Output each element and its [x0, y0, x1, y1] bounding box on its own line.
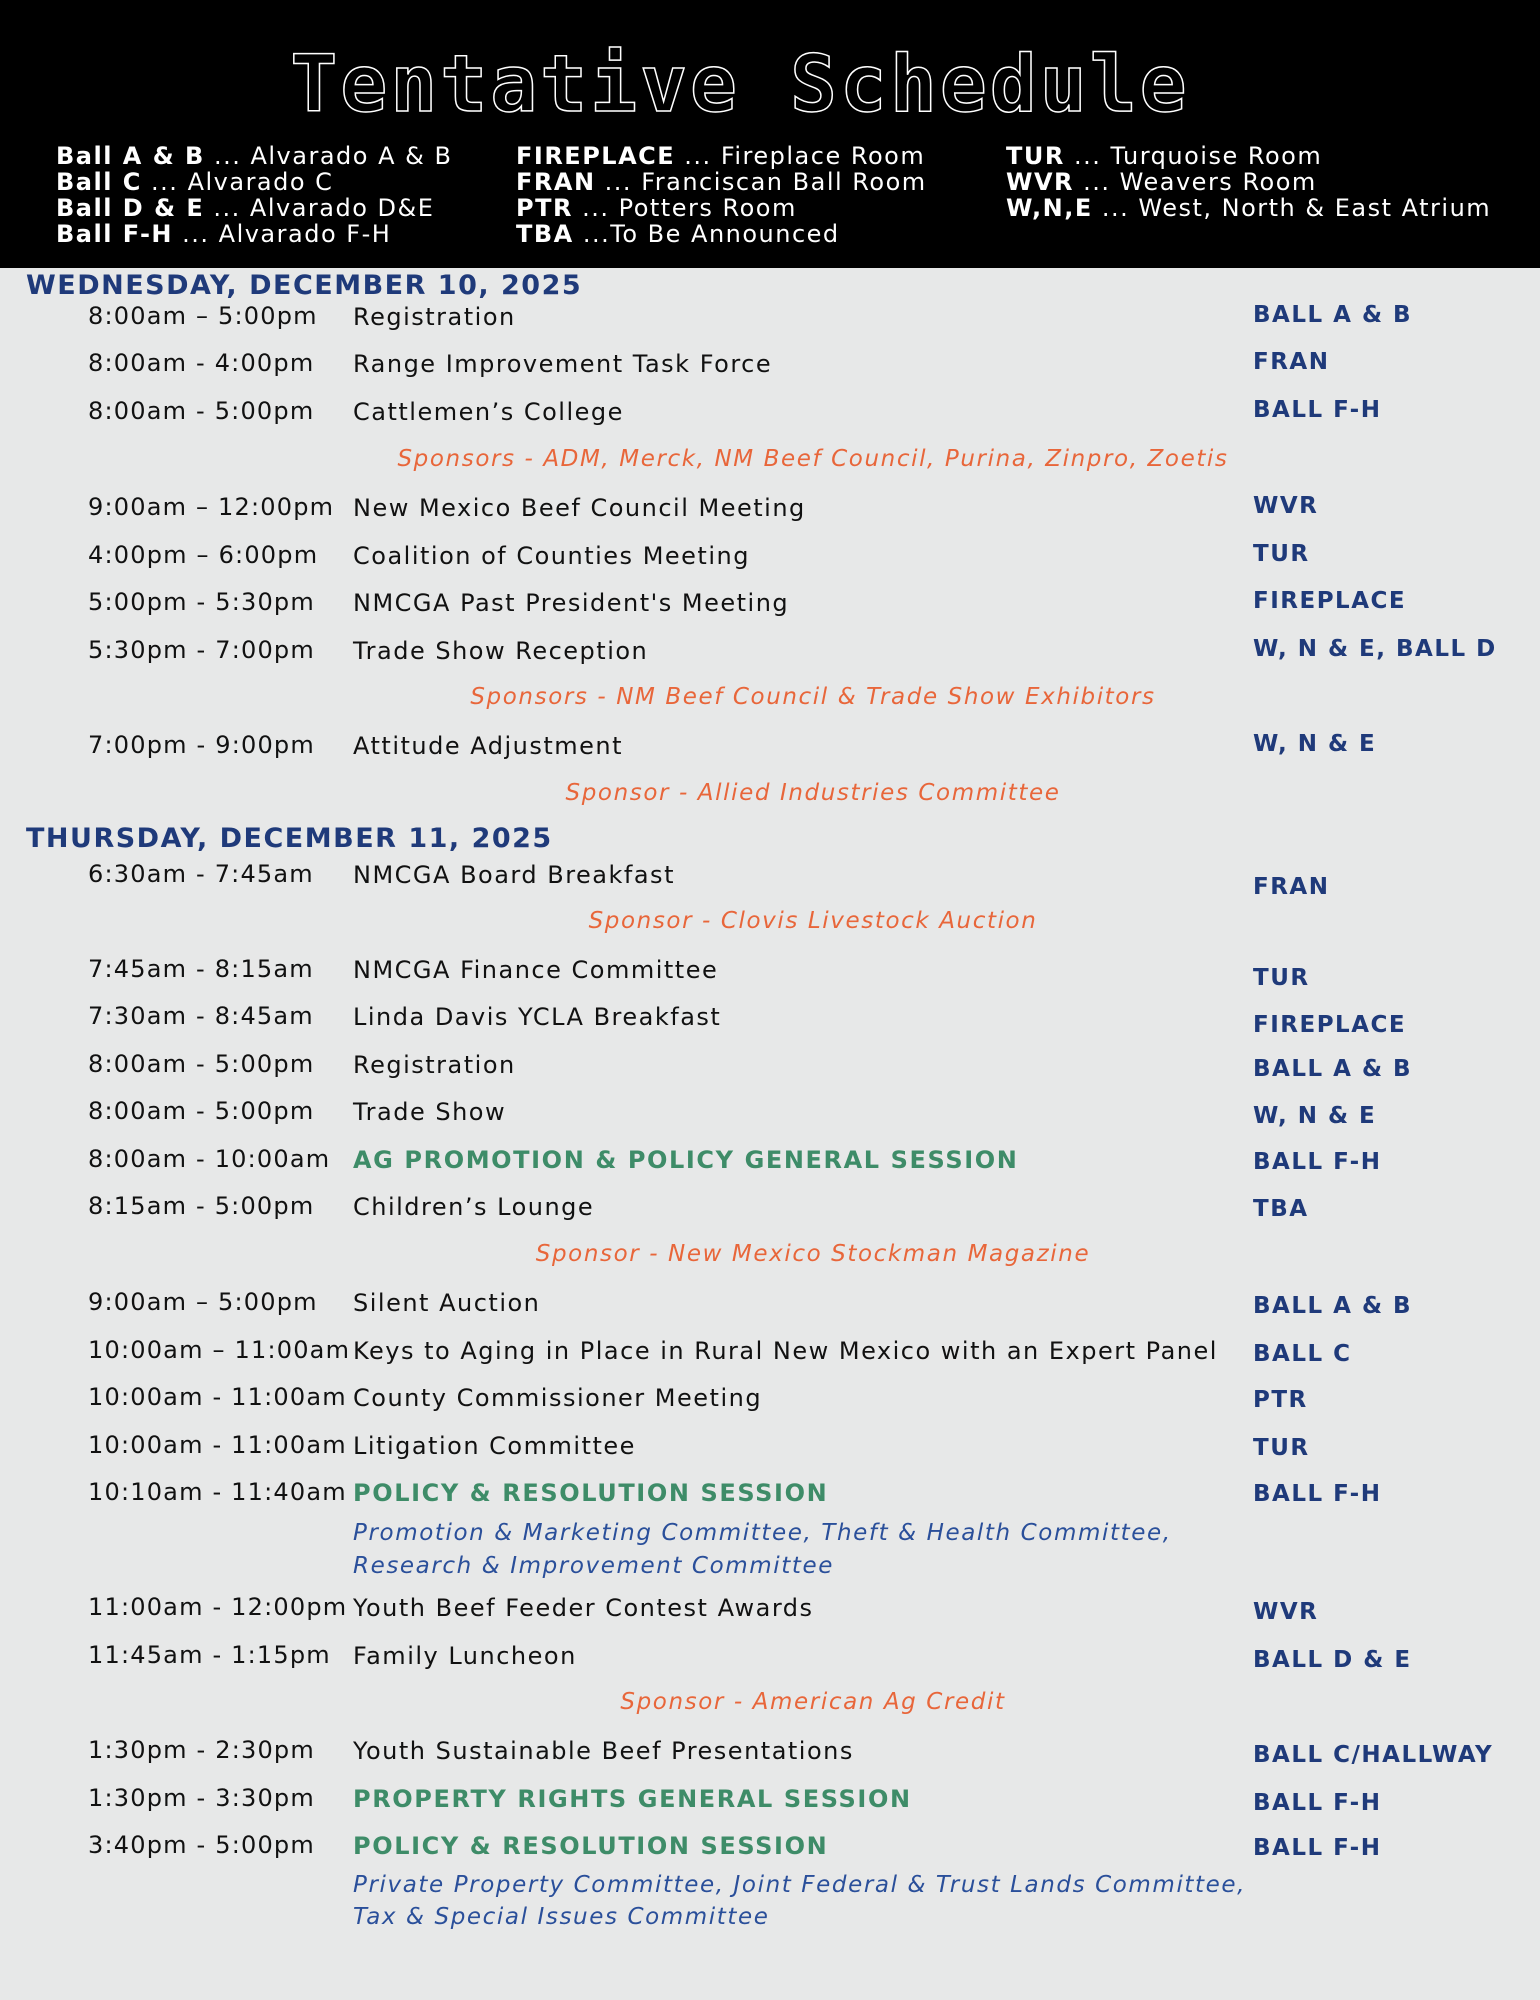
event-time: 1:30pm - 2:30pm — [88, 1736, 315, 1764]
event-room: W, N & E, BALL D — [1253, 636, 1497, 662]
event-time: 8:00am - 5:00pm — [88, 1050, 315, 1078]
legend-code: FIREPLACE — [516, 142, 676, 170]
event-time: 9:00am – 12:00pm — [88, 493, 335, 521]
event-name: Silent Auction — [353, 1289, 541, 1317]
legend-code: Ball C — [56, 168, 142, 196]
session-title: POLICY & RESOLUTION SESSION — [353, 1832, 829, 1860]
event-room: W, N & E — [1253, 731, 1377, 757]
event-name: Children’s Lounge — [353, 1193, 595, 1221]
event-room: W, N & E — [1253, 1103, 1377, 1129]
legend-desc: ... Alvarado C — [141, 168, 334, 196]
legend-code: TBA — [516, 220, 574, 248]
event-name: Keys to Aging in Place in Rural New Mexico with an Expert Panel — [353, 1337, 1218, 1365]
legend-item — [1006, 169, 1317, 195]
event-room: BALL A & B — [1253, 302, 1413, 328]
event-time: 7:00pm - 9:00pm — [88, 731, 315, 759]
event-room: BALL F-H — [1253, 1835, 1382, 1861]
event-room: WVR — [1253, 1599, 1319, 1625]
event-time: 10:00am - 11:00am — [88, 1431, 347, 1459]
day-heading: THURSDAY, DECEMBER 11, 2025 — [26, 823, 553, 854]
session-title: AG PROMOTION & POLICY GENERAL SESSION — [353, 1146, 1019, 1174]
event-room: BALL A & B — [1253, 1293, 1413, 1319]
event-name: Registration — [353, 1051, 516, 1079]
legend-code: W,N,E — [1006, 194, 1093, 222]
committee-list: Promotion & Marketing Committee, Theft & Health Committee, — [353, 1520, 1172, 1546]
event-room: FRAN — [1253, 349, 1330, 375]
sponsor-line: Sponsor - New Mexico Stockman Magazine — [535, 1241, 1091, 1267]
event-name: Range Improvement Task Force — [353, 350, 773, 378]
event-name: Coalition of Counties Meeting — [353, 542, 750, 570]
event-time: 8:00am - 10:00am — [88, 1145, 331, 1173]
event-time: 7:45am - 8:15am — [88, 955, 314, 983]
event-name: Litigation Committee — [353, 1432, 636, 1460]
session-title: PROPERTY RIGHTS GENERAL SESSION — [353, 1785, 912, 1813]
event-name: Trade Show Reception — [353, 637, 649, 665]
legend-item — [516, 169, 927, 195]
committee-list: Private Property Committee, Joint Federal & Trust Lands Committee, — [353, 1872, 1247, 1898]
event-room: BALL D & E — [1253, 1647, 1412, 1673]
legend-code: TUR — [1006, 142, 1065, 170]
event-name: Attitude Adjustment — [353, 732, 624, 760]
legend-desc: ... Turquoise Room — [1064, 142, 1323, 170]
event-time: 3:40pm - 5:00pm — [88, 1831, 315, 1859]
legend-desc: ... Potters Room — [572, 194, 797, 222]
legend-desc: ... Fireplace Room — [675, 142, 926, 170]
legend-desc: ... Alvarado D&E — [204, 194, 435, 222]
event-time: 8:00am – 5:00pm — [88, 302, 318, 330]
event-name: New Mexico Beef Council Meeting — [353, 494, 806, 522]
event-time: 1:30pm - 3:30pm — [88, 1784, 315, 1812]
event-time: 11:00am - 12:00pm — [88, 1593, 348, 1621]
legend-code: FRAN — [516, 168, 596, 196]
event-room: WVR — [1253, 493, 1319, 519]
event-time: 10:10am - 11:40am — [88, 1478, 347, 1506]
legend-code: Ball F-H — [56, 220, 173, 248]
event-room: BALL C/HALLWAY — [1253, 1742, 1494, 1768]
event-room: TUR — [1253, 1435, 1310, 1461]
legend-desc: ... Franciscan Ball Room — [595, 168, 927, 196]
legend-desc: ... Alvarado F-H — [173, 220, 392, 248]
event-name: NMCGA Finance Committee — [353, 956, 719, 984]
event-name: Family Luncheon — [353, 1642, 577, 1670]
event-name: Cattlemen’s College — [353, 398, 624, 426]
legend-code: WVR — [1006, 168, 1075, 196]
event-time: 10:00am - 11:00am — [88, 1383, 347, 1411]
event-time: 10:00am – 11:00am — [88, 1336, 351, 1364]
event-name: NMCGA Board Breakfast — [353, 861, 675, 889]
sponsor-line: Sponsors - ADM, Merck, NM Beef Council, Purina, Zinpro, Zoetis — [397, 446, 1229, 472]
event-time: 5:00pm - 5:30pm — [88, 588, 315, 616]
event-room: BALL F-H — [1253, 1149, 1382, 1175]
legend-desc: ...To Be Announced — [573, 220, 840, 248]
legend-code: Ball D & E — [56, 194, 205, 222]
page-title: Tentative Schedule — [290, 40, 1190, 130]
legend-item — [56, 195, 434, 221]
legend-item — [56, 221, 391, 247]
day-heading: WEDNESDAY, DECEMBER 10, 2025 — [26, 270, 583, 301]
event-time: 8:00am - 4:00pm — [88, 349, 315, 377]
event-room: TUR — [1253, 541, 1310, 567]
header-banner — [0, 0, 1540, 268]
event-room: PTR — [1253, 1387, 1308, 1413]
sponsor-line: Sponsor - American Ag Credit — [620, 1689, 1006, 1715]
event-room: FRAN — [1253, 874, 1330, 900]
legend-item — [516, 143, 925, 169]
event-name: Registration — [353, 303, 516, 331]
legend-item — [1006, 143, 1322, 169]
event-name: NMCGA Past President's Meeting — [353, 589, 790, 617]
event-time: 6:30am - 7:45am — [88, 860, 314, 888]
legend-code: PTR — [516, 194, 573, 222]
event-room: TUR — [1253, 965, 1310, 991]
event-time: 11:45am - 1:15pm — [88, 1641, 331, 1669]
legend-item — [516, 221, 840, 247]
event-room: BALL F-H — [1253, 397, 1382, 423]
session-title: POLICY & RESOLUTION SESSION — [353, 1479, 829, 1507]
event-room: BALL A & B — [1253, 1056, 1413, 1082]
sponsor-line: Sponsor - Clovis Livestock Auction — [588, 908, 1038, 934]
event-name: Youth Beef Feeder Contest Awards — [353, 1594, 814, 1622]
event-name: Linda Davis YCLA Breakfast — [353, 1003, 722, 1031]
legend-desc: ... Alvarado A & B — [204, 142, 453, 170]
event-room: FIREPLACE — [1253, 1012, 1407, 1038]
event-room: TBA — [1253, 1196, 1309, 1222]
legend-item — [516, 195, 797, 221]
event-room: FIREPLACE — [1253, 588, 1407, 614]
event-room: BALL F-H — [1253, 1790, 1382, 1816]
legend-desc: ... Weavers Room — [1074, 168, 1317, 196]
event-time: 5:30pm - 7:00pm — [88, 636, 315, 664]
legend-item — [56, 169, 333, 195]
event-name: Trade Show — [353, 1098, 507, 1126]
event-room: BALL C — [1253, 1341, 1352, 1367]
event-time: 8:15am - 5:00pm — [88, 1192, 315, 1220]
committee-list: Research & Improvement Committee — [353, 1553, 835, 1579]
event-time: 8:00am - 5:00pm — [88, 1097, 315, 1125]
event-time: 7:30am - 8:45am — [88, 1002, 314, 1030]
legend-item — [1006, 195, 1491, 221]
event-room: BALL F-H — [1253, 1481, 1382, 1507]
event-time: 9:00am – 5:00pm — [88, 1288, 318, 1316]
event-time: 4:00pm – 6:00pm — [88, 541, 319, 569]
legend-code: Ball A & B — [56, 142, 205, 170]
committee-list: Tax & Special Issues Committee — [353, 1904, 770, 1930]
event-name: County Commissioner Meeting — [353, 1384, 763, 1412]
legend-item — [56, 143, 452, 169]
legend-desc: ... West, North & East Atrium — [1092, 194, 1492, 222]
sponsor-line: Sponsor - Allied Industries Committee — [565, 780, 1061, 806]
sponsor-line: Sponsors - NM Beef Council & Trade Show Exhibitors — [470, 684, 1156, 710]
event-time: 8:00am - 5:00pm — [88, 397, 315, 425]
event-name: Youth Sustainable Beef Presentations — [353, 1737, 854, 1765]
